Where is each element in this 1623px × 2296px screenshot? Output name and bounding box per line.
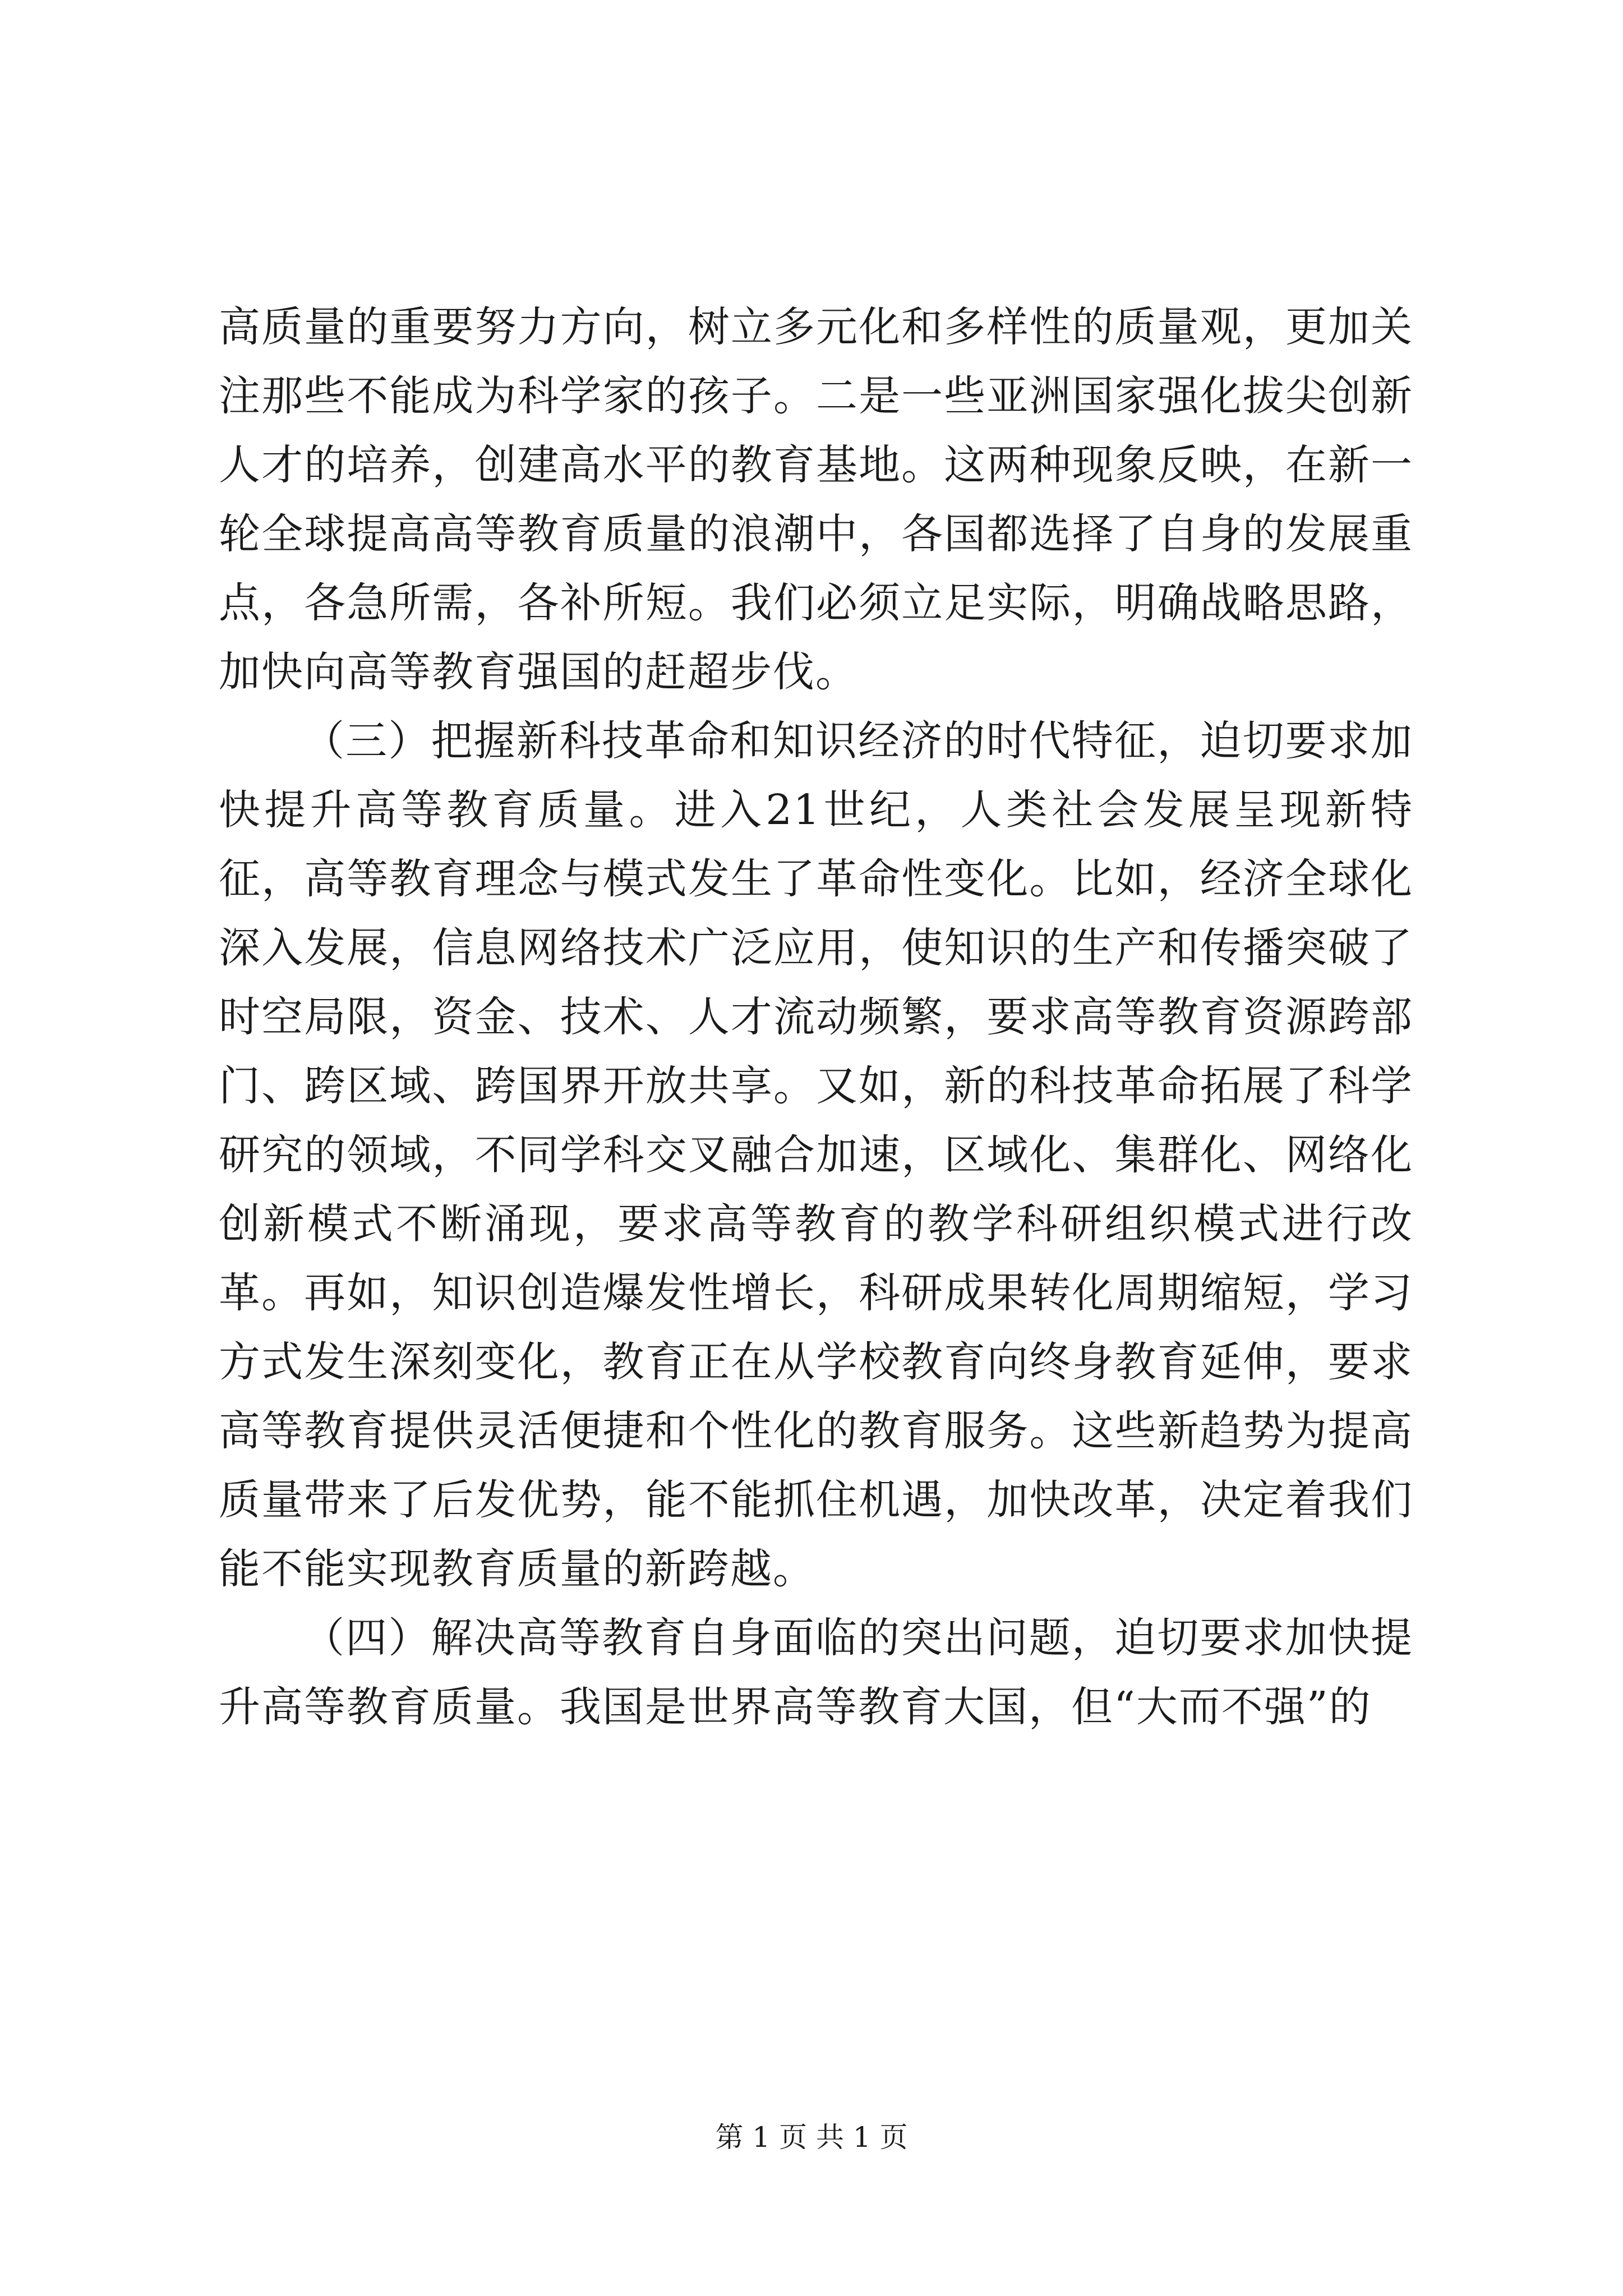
paragraph-continuation: 高质量的重要努力方向，树立多元化和多样性的质量观，更加关注那些不能成为科学家的孩子。二是一些亚洲国家强化拔尖创新人才的培养，创建高水平的教育基地。这两种现象反映，在新一轮全球提高高等教育质量的浪潮中，各国都选择了自身的发展重点，各急所需，各补所短。我们必须立足实际，明确战略思路，加快向高等教育强国的赶超步伐。 bbox=[219, 303, 1413, 696]
paragraph-section-three: （三）把握新科技革命和知识经济的时代特征，迫切要求加快提升高等教育质量。进入21世纪，人类社会发展呈现新特征，高等教育理念与模式发生了革命性变化。比如，经济全球化深入发展，信息网络技术广泛应用，使知识的生产和传播突破了时空局限，资金、技术、人才流动频繁，要求高等教育资源跨部门、跨区域、跨国界开放共享。又如，新的科技革命拓展了科学研究的领域，不同学科交叉融合加速，区域化、集群化、网络化创新模式不断涌现，要求高等教育的教学科研组织模式进行改革。再如，知识创造爆发性增长，科研成果转化周期缩短，学习方式发生深刻变化，教育正在从学校教育向终身教育延伸，要求高等教育提供灵活便捷和个性化的教育服务。这些新趋势为提高质量带来了后发优势，能不能抓住机遇，加快改革，决定着我们能不能实现教育质量的新跨越。 bbox=[219, 717, 1413, 1593]
paragraph-section-four: （四）解决高等教育自身面临的突出问题，迫切要求加快提升高等教育质量。我国是世界高等教育大国，但“大而不强”的 bbox=[219, 1614, 1413, 1731]
body-text bbox=[219, 293, 1413, 1742]
page-footer: 第 1 页 共 1 页 bbox=[715, 2121, 908, 2154]
